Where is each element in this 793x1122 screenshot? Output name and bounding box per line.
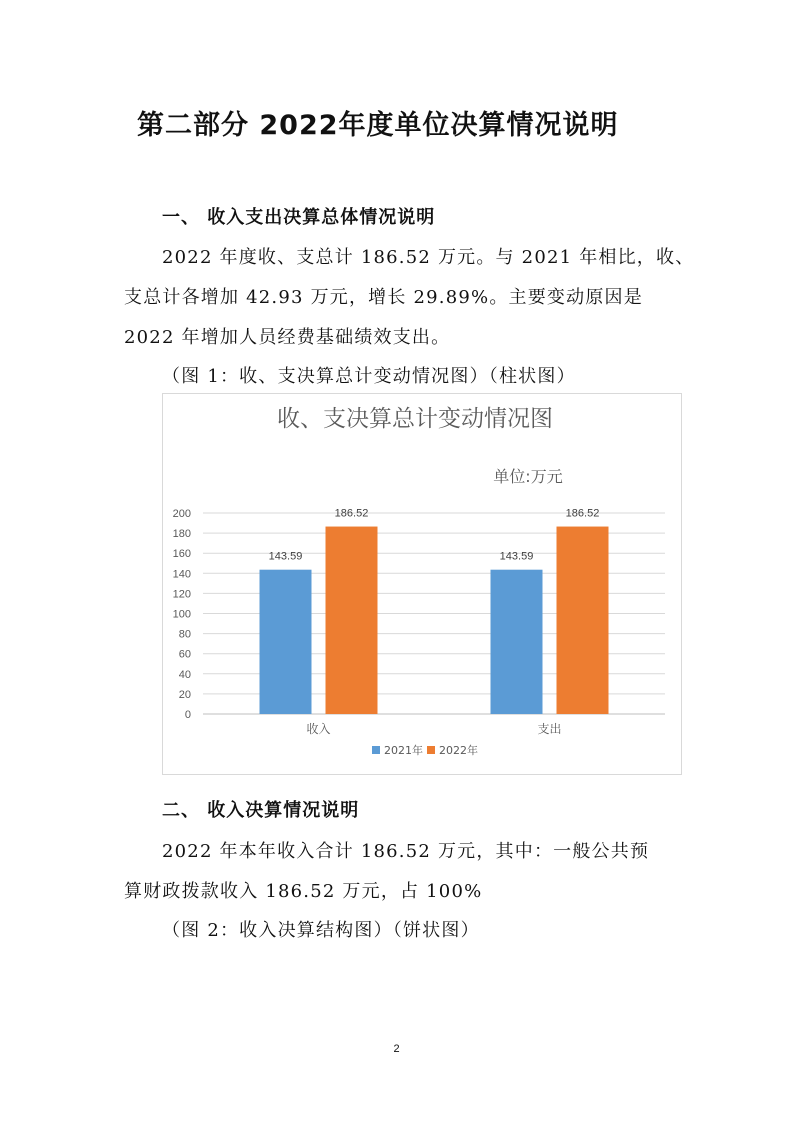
legend-swatch: [427, 746, 435, 754]
y-tick-label: 180: [172, 528, 191, 541]
page-title: 第二部分 2022年度单位决算情况说明: [137, 110, 619, 141]
category-labels: [306, 721, 561, 736]
figure-caption-2: （图 2：收入决算结构图）（饼状图）: [162, 920, 480, 941]
y-tick-label: 0: [184, 709, 191, 721]
y-tick-label: 60: [178, 648, 191, 661]
y-tick-label: 20: [178, 688, 191, 701]
data-label: 143.59: [268, 550, 303, 563]
section-heading-1: 一、 收入支出决算总体情况说明: [162, 207, 436, 228]
data-labels: [269, 508, 600, 563]
page-number: 2: [393, 1043, 400, 1055]
y-axis-ticks: [173, 508, 191, 721]
chart-subtitle: 单位:万元: [493, 467, 563, 486]
bar-2021年-支出: [491, 570, 543, 714]
legend-label: 2022年: [439, 744, 478, 757]
paragraph-line-1: 2022 年度收、支总计 186.52 万元。与 2021 年相比，收、: [162, 247, 695, 268]
bars: [260, 527, 609, 714]
data-label: 186.52: [334, 507, 369, 520]
y-tick-label: 200: [172, 508, 191, 520]
legend-swatch: [372, 746, 380, 754]
legend-label: 2021年: [384, 744, 423, 757]
bar-2022年-收入: [326, 527, 378, 714]
bar-chart-svg: [163, 394, 681, 774]
data-label: 143.59: [499, 550, 534, 563]
y-tick-label: 160: [172, 548, 191, 561]
bar-chart: [162, 393, 682, 775]
data-label: 186.52: [565, 507, 600, 520]
paragraph-line-3: 2022 年增加人员经费基础绩效支出。: [124, 327, 451, 348]
bar-2022年-支出: [557, 527, 609, 714]
y-tick-label: 40: [178, 668, 191, 681]
y-tick-label: 80: [178, 628, 191, 641]
section-heading-2: 二、 收入决算情况说明: [162, 800, 360, 821]
bar-2021年-收入: [260, 570, 312, 714]
y-tick-label: 120: [172, 588, 191, 601]
category-label: 收入: [306, 722, 331, 736]
figure-caption-1: （图 1：收、支决算总计变动情况图）（柱状图）: [162, 366, 576, 387]
y-tick-label: 100: [172, 608, 191, 621]
category-label: 支出: [537, 722, 562, 736]
y-tick-label: 140: [172, 568, 191, 581]
chart-title: 收、支决算总计变动情况图: [277, 406, 553, 432]
paragraph-line-4: 2022 年本年收入合计 186.52 万元，其中：一般公共预: [162, 841, 650, 862]
legend: [372, 743, 478, 757]
paragraph-line-5: 算财政拨款收入 186.52 万元，占 100%: [124, 881, 483, 902]
paragraph-line-2: 支总计各增加 42.93 万元，增长 29.89%。主要变动原因是: [124, 287, 643, 308]
